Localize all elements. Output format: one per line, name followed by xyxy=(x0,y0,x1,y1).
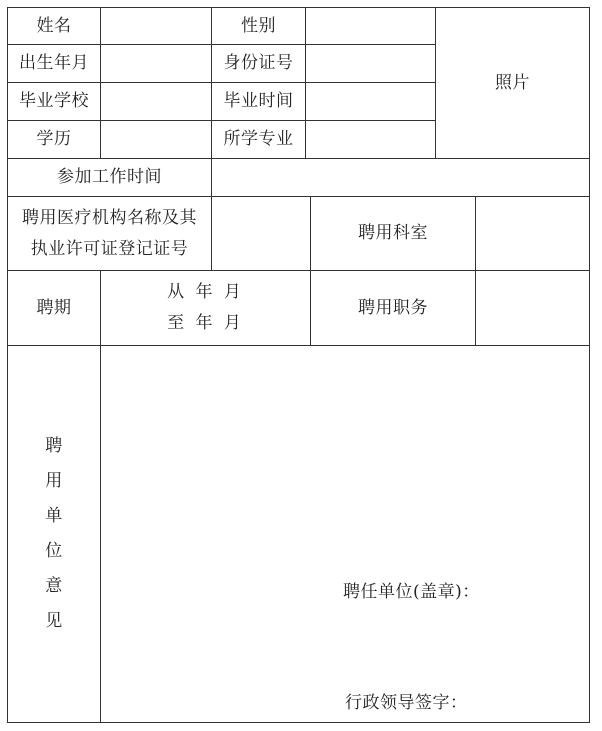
grad-time-label: 毕业时间 xyxy=(223,91,294,111)
grad-time-field[interactable] xyxy=(306,83,435,120)
school-field[interactable] xyxy=(101,83,211,120)
work-start-label: 参加工作时间 xyxy=(57,167,162,187)
education-field[interactable] xyxy=(101,121,211,158)
department-field[interactable] xyxy=(476,197,589,270)
seal-label: 聘任单位(盖章)： xyxy=(343,581,480,602)
opinion-field[interactable] xyxy=(101,346,589,722)
gender-label: 性别 xyxy=(241,15,276,36)
institution-label-line2: 执业许可证登记证号 xyxy=(30,238,189,259)
photo-box[interactable] xyxy=(436,8,589,158)
major-label: 所学专业 xyxy=(223,129,294,149)
opinion-label xyxy=(8,346,100,722)
opinion-char: 意 xyxy=(45,576,63,596)
institution-field[interactable] xyxy=(212,197,310,270)
col-line xyxy=(589,7,590,723)
photo-label: 照片 xyxy=(495,72,530,93)
id-number-label: 身份证号 xyxy=(223,53,294,73)
opinion-char: 用 xyxy=(45,471,63,491)
department-label: 聘用科室 xyxy=(358,223,428,243)
signature-label: 行政领导签字： xyxy=(345,692,468,713)
opinion-char: 聘 xyxy=(45,436,63,456)
education-label: 学历 xyxy=(36,129,72,149)
row-line xyxy=(7,722,590,723)
birth-label: 出生年月 xyxy=(19,53,89,73)
gender-field[interactable] xyxy=(306,8,435,44)
name-label: 姓名 xyxy=(36,15,72,36)
position-field[interactable] xyxy=(476,271,589,345)
school-label: 毕业学校 xyxy=(19,91,89,111)
name-field[interactable] xyxy=(101,8,211,44)
birth-field[interactable] xyxy=(101,45,211,82)
opinion-char: 单 xyxy=(45,506,63,526)
id-number-field[interactable] xyxy=(306,45,435,82)
opinion-char: 位 xyxy=(45,541,63,561)
term-field[interactable] xyxy=(101,271,310,345)
term-label: 聘期 xyxy=(36,297,72,318)
opinion-char: 见 xyxy=(45,611,63,631)
major-field[interactable] xyxy=(306,121,435,158)
term-to: 至 年 月 xyxy=(167,313,244,333)
work-start-field[interactable] xyxy=(212,159,589,196)
institution-label xyxy=(8,197,211,270)
institution-label-line1: 聘用医疗机构名称及其 xyxy=(22,207,197,228)
position-label: 聘用职务 xyxy=(358,297,428,318)
term-from: 从 年 月 xyxy=(167,282,244,302)
